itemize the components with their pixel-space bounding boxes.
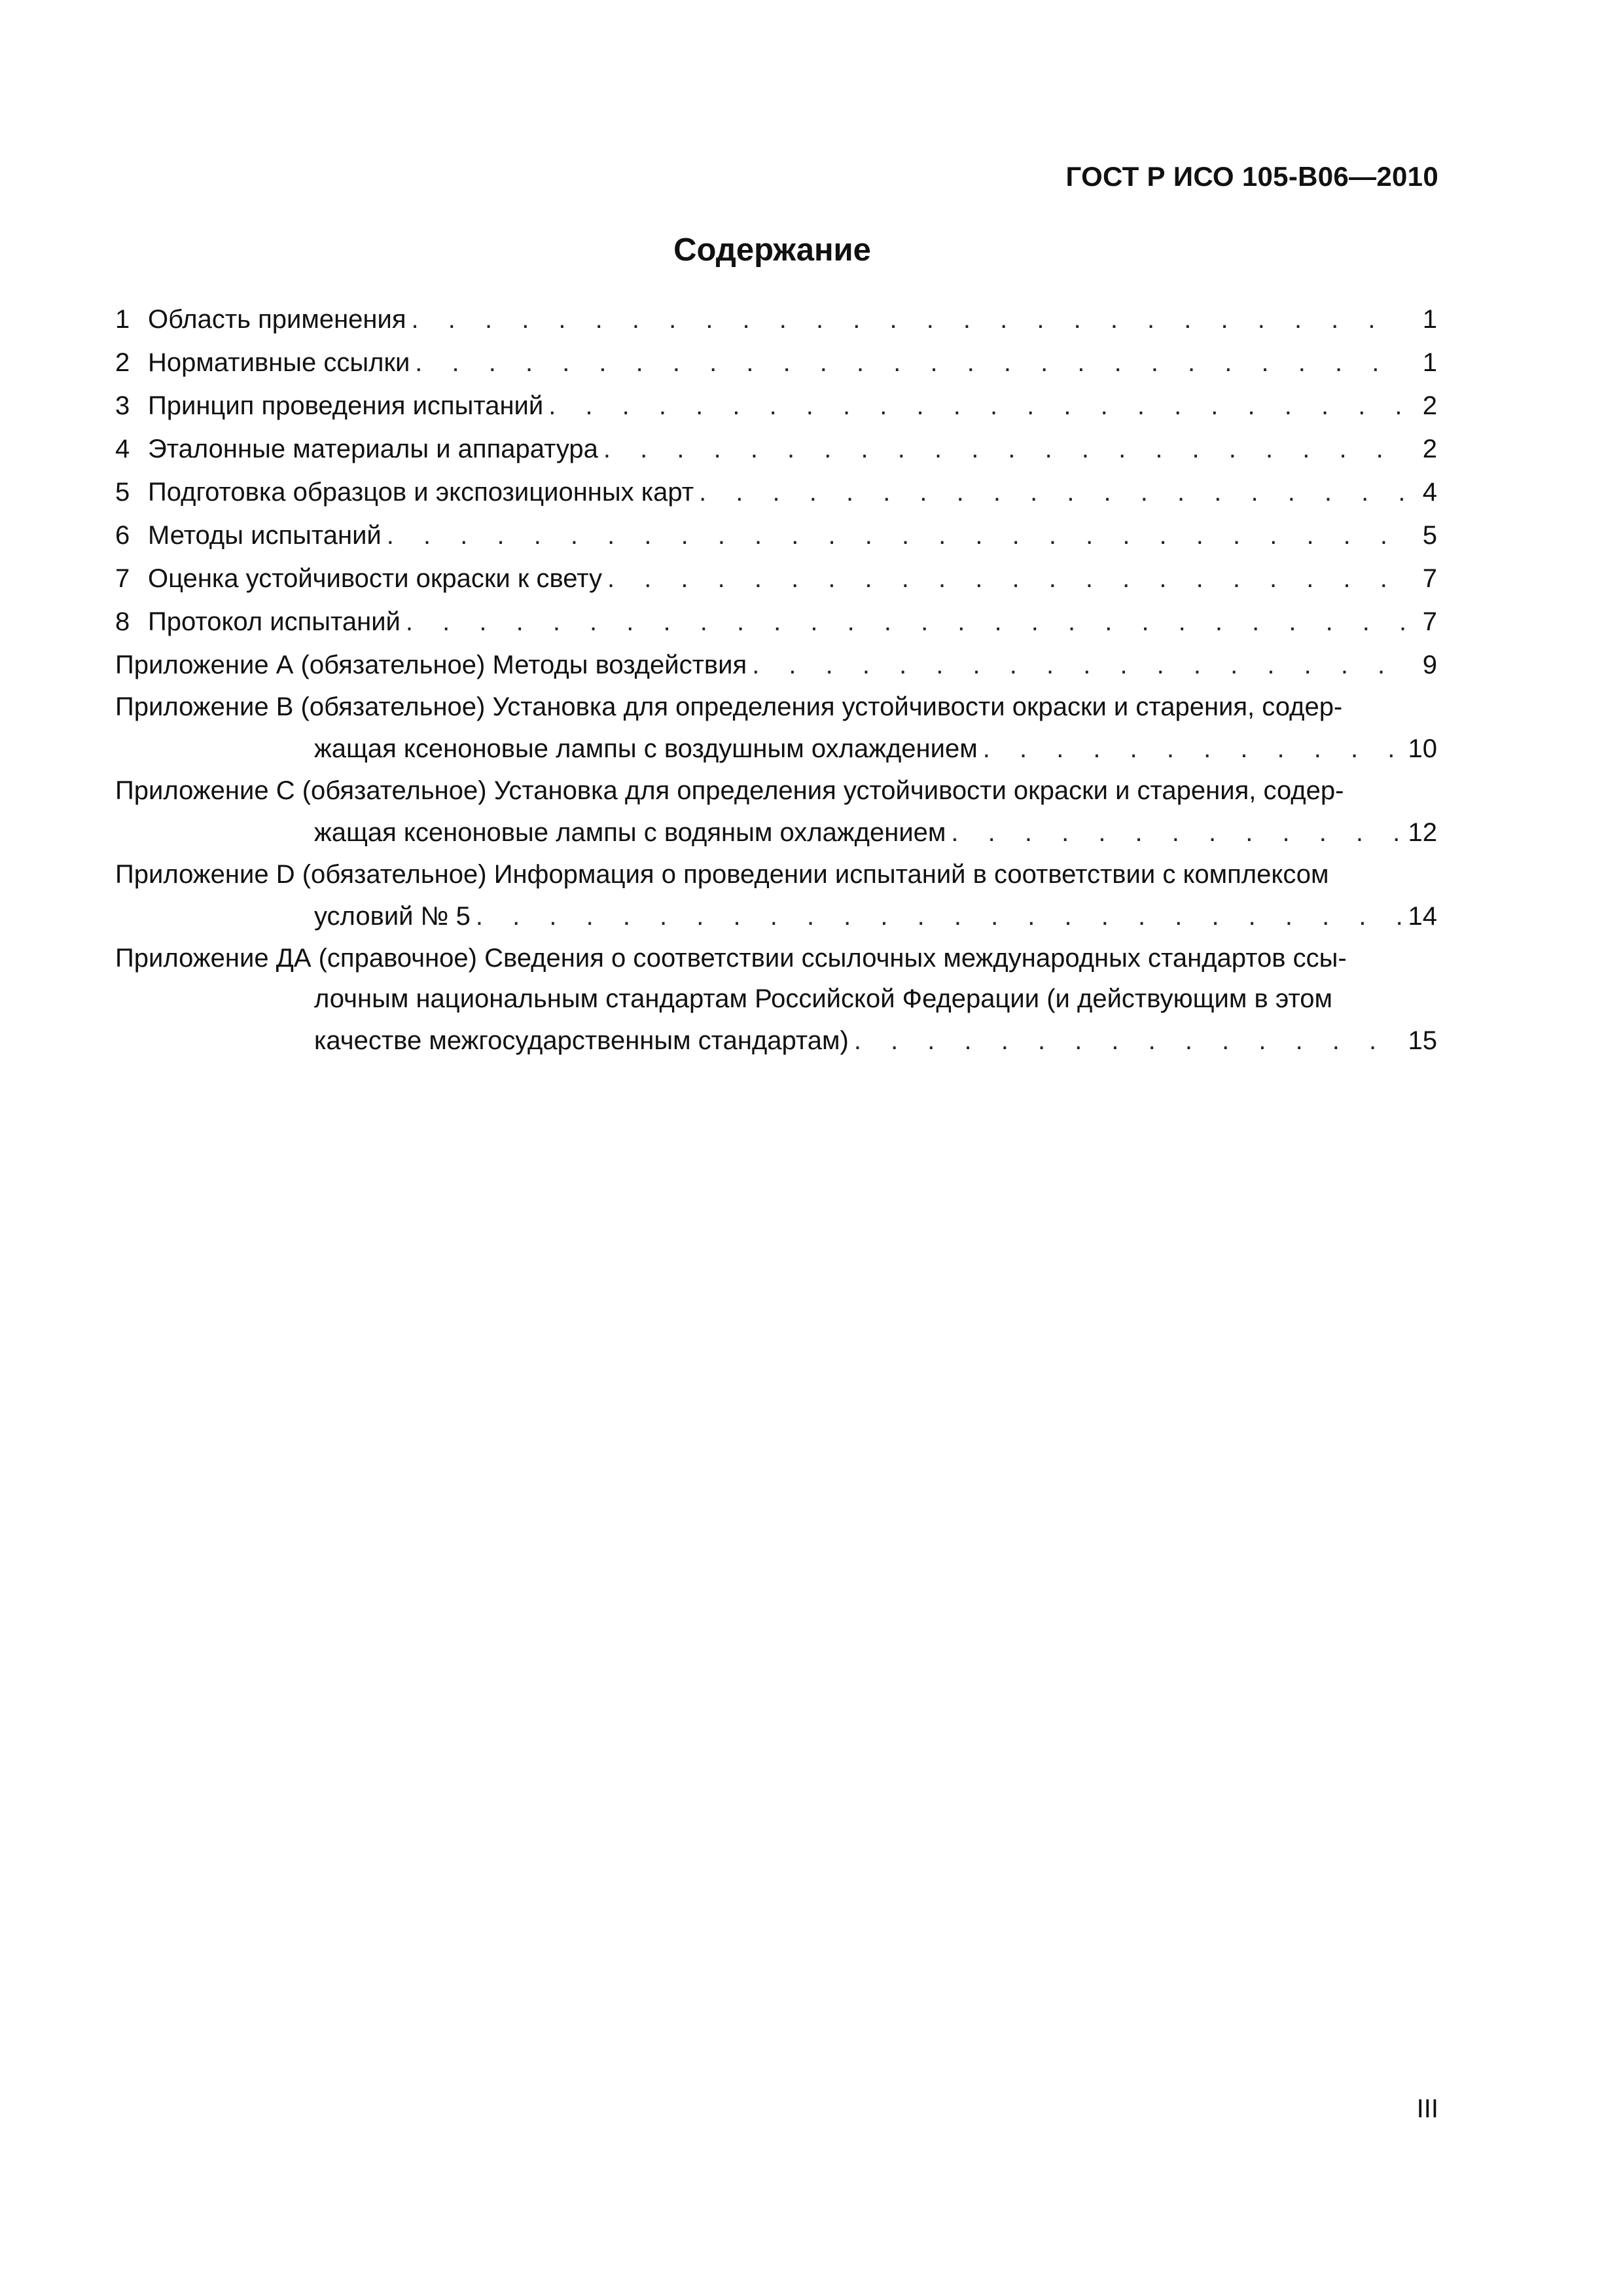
- appendix-title-line: Сведения о соответствии ссылочных международных стандартов ссы-: [484, 944, 1347, 973]
- toc-entry-page: 1: [1422, 305, 1437, 334]
- dot-leader: [951, 811, 1402, 854]
- toc-entry-title: Методы испытаний: [148, 521, 382, 550]
- toc-entry-title: Принцип проведения испытаний: [148, 391, 544, 420]
- appendix-title-line: лочным национальным стандартам Российской Федерации (и действующим в этом: [314, 984, 1332, 1013]
- toc-entry-page: 14: [1408, 902, 1437, 931]
- dot-leader: [699, 471, 1406, 514]
- toc-title: Содержание: [673, 232, 871, 268]
- dot-leader: [603, 427, 1406, 471]
- dot-leader: [406, 600, 1406, 643]
- toc-entry-5[interactable]: [115, 471, 1437, 514]
- appendix-label: Приложение ДА (справочное): [115, 944, 477, 973]
- table-of-contents: [115, 298, 1437, 1062]
- toc-entry-number: 2: [115, 348, 130, 377]
- toc-entry-number: 4: [115, 435, 130, 463]
- toc-entry-number: 6: [115, 521, 130, 550]
- toc-entry-title: Область применения: [148, 305, 406, 334]
- appendix-title-line: жащая ксеноновые лампы с водяным охлаждением: [314, 818, 946, 847]
- toc-appendix-da[interactable]: [115, 938, 1437, 1062]
- toc-entry-number: 7: [115, 564, 130, 593]
- toc-appendix-b[interactable]: [115, 687, 1437, 770]
- appendix-title-line: жащая ксеноновые лампы с воздушным охлаждением: [314, 734, 978, 763]
- appendix-title-line: Установка для определения устойчивости окраски и старения, содер-: [492, 692, 1343, 721]
- dot-leader: [752, 643, 1406, 687]
- toc-entry-page: 5: [1422, 521, 1437, 550]
- toc-entry-title: Оценка устойчивости окраски к свету: [148, 564, 602, 593]
- appendix-label: Приложение D (обязательное): [115, 860, 487, 889]
- toc-appendix-a[interactable]: [115, 643, 1437, 687]
- dot-leader: [854, 1019, 1403, 1062]
- toc-entry-title: Эталонные материалы и аппаратура: [148, 435, 598, 463]
- dot-leader: [983, 727, 1403, 770]
- dot-leader: [607, 557, 1406, 600]
- toc-entry-page: 12: [1408, 818, 1437, 847]
- toc-entry-title: Подготовка образцов и экспозиционных карт: [148, 478, 694, 507]
- dot-leader: [476, 895, 1403, 938]
- toc-entry-number: 3: [115, 391, 130, 420]
- toc-entry-6[interactable]: [115, 514, 1437, 557]
- dot-leader: [387, 514, 1406, 557]
- toc-entry-3[interactable]: [115, 384, 1437, 427]
- appendix-label: Приложение С (обязательное): [115, 776, 487, 805]
- dot-leader: [415, 341, 1406, 384]
- document-code: ГОСТ Р ИСО 105-В06—2010: [1065, 161, 1438, 192]
- toc-entry-2[interactable]: [115, 341, 1437, 384]
- toc-entry-title: Нормативные ссылки: [148, 348, 410, 377]
- appendix-title-line: качестве межгосударственным стандартам): [314, 1026, 849, 1055]
- toc-entry-number: 1: [115, 305, 130, 334]
- toc-entry-page: 1: [1422, 348, 1437, 377]
- toc-entry-number: 5: [115, 478, 130, 507]
- appendix-label: Приложение А (обязательное): [115, 651, 486, 679]
- toc-entry-page: 10: [1408, 734, 1437, 763]
- appendix-title: Методы воздействия: [492, 651, 747, 679]
- dot-leader: [412, 298, 1406, 341]
- toc-appendix-d[interactable]: [115, 854, 1437, 938]
- appendix-title-line: условий № 5: [314, 902, 471, 931]
- toc-entry-1[interactable]: [115, 298, 1437, 341]
- appendix-title-line: Установка для определения устойчивости окраски и старения, содер-: [493, 776, 1344, 805]
- appendix-title-line: Информация о проведении испытаний в соответствии с комплексом: [493, 860, 1329, 889]
- toc-entry-8[interactable]: [115, 600, 1437, 643]
- toc-entry-page: 15: [1408, 1026, 1437, 1055]
- toc-entry-page: 4: [1422, 478, 1437, 507]
- toc-entry-number: 8: [115, 607, 130, 636]
- dot-leader: [548, 384, 1406, 427]
- toc-entry-page: 9: [1422, 651, 1437, 679]
- toc-entry-4[interactable]: [115, 427, 1437, 471]
- toc-entry-page: 7: [1422, 607, 1437, 636]
- toc-appendix-c[interactable]: [115, 770, 1437, 854]
- toc-entry-page: 2: [1422, 391, 1437, 420]
- appendix-label: Приложение В (обязательное): [115, 692, 486, 721]
- toc-entry-7[interactable]: [115, 557, 1437, 600]
- toc-entry-page: 2: [1422, 435, 1437, 463]
- page-number: III: [1416, 2094, 1438, 2123]
- toc-entry-title: Протокол испытаний: [148, 607, 401, 636]
- toc-entry-page: 7: [1422, 564, 1437, 593]
